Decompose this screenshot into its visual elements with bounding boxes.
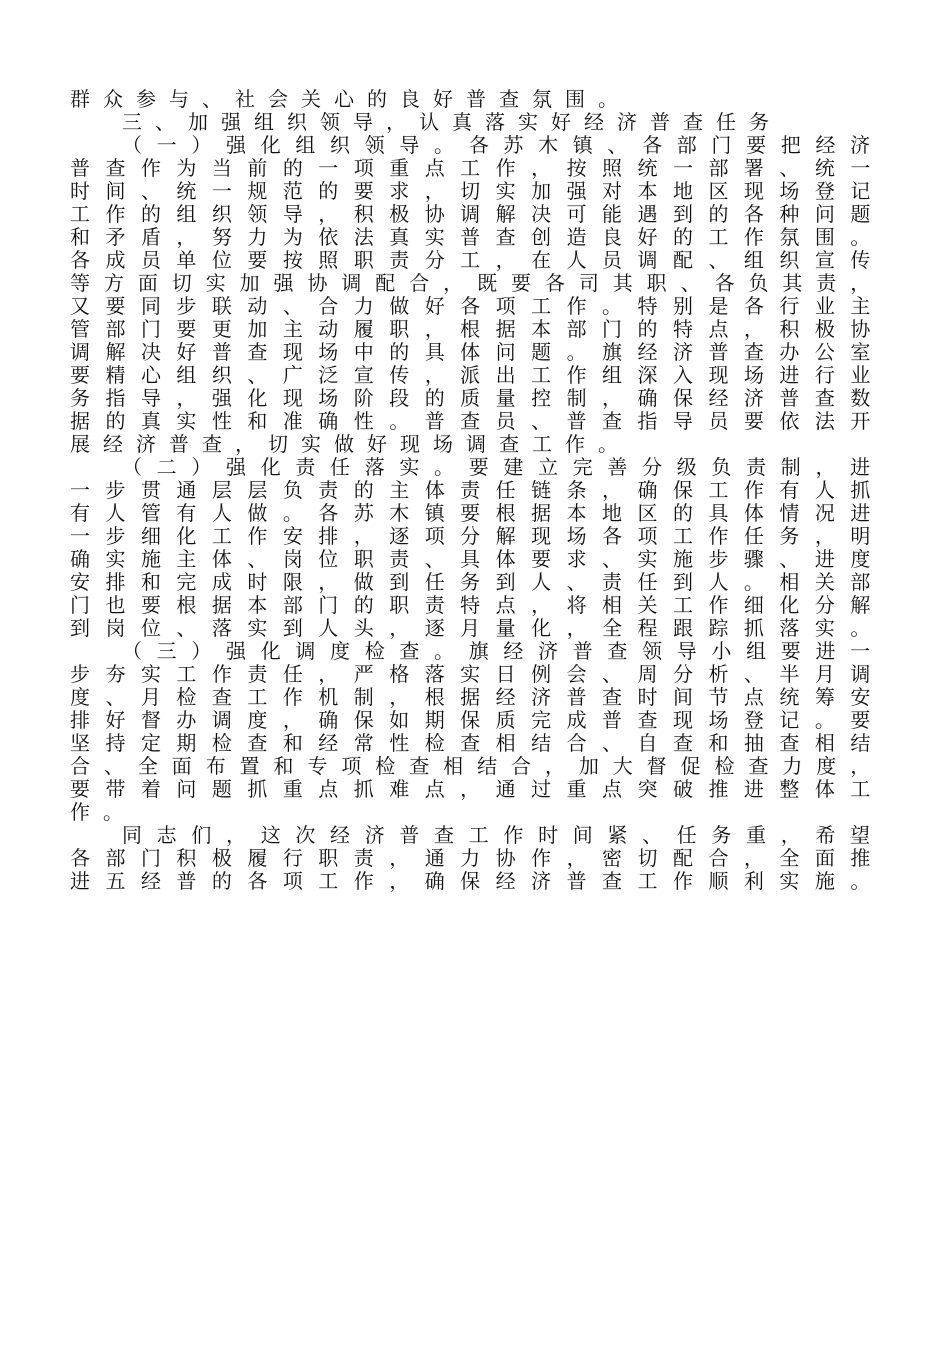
- text-line: 各 成 员 单 位 要 按 照 职 责 分 工 ， 在 人 员 调 配 、 组 织 宣 传: [70, 248, 871, 272]
- text-line: 管 部 门 要 更 加 主 动 履 职 ， 根 据 本 部 门 的 特 点 ， 积 极 协: [70, 317, 871, 341]
- text-line: 群众参与、社会关心的良好普查氛围。: [70, 87, 631, 111]
- text-line: 度 、 月 检 查 工 作 机 制 ， 根 据 经 济 普 查 时 间 节 点 统 筹 安: [70, 685, 871, 709]
- text-line: 排 好 督 办 调 度 ， 确 保 如 期 保 质 完 成 普 查 现 场 登 记 。 要: [70, 708, 871, 732]
- text-line: 各 部 门 积 极 履 行 职 责 ， 通 力 协 作 ， 密 切 配 合 ， 全 面 推: [70, 846, 871, 870]
- text-line: 工 作 的 组 织 领 导 ， 积 极 协 调 解 决 可 能 遇 到 的 各 种 问 题: [70, 202, 871, 226]
- text-line: 门 也 要 根 据 本 部 门 的 职 责 特 点 ， 将 相 关 工 作 细 化 分 解: [70, 593, 871, 617]
- text-line: 又 要 同 步 联 动 、 合 力 做 好 各 项 工 作 。 特 别 是 各 行 业 主: [70, 294, 871, 318]
- text-line: 进 五 经 普 的 各 项 工 作 ， 确 保 经 济 普 查 工 作 顺 利 实 施 。: [70, 869, 871, 893]
- text-line: 等 方 面 切 实 加 强 协 调 配 合 ， 既 要 各 司 其 职 、 各 负 其 责 ，: [70, 271, 871, 295]
- text-line: 安 排 和 完 成 时 限 ， 做 到 任 务 到 人 、 责 任 到 人 。 相 关 部: [70, 570, 871, 594]
- text-line: （ 二 ） 强 化 责 任 落 实 。 要 建 立 完 善 分 级 负 责 制 ， 进: [122, 455, 871, 479]
- text-line: 作。: [70, 800, 136, 824]
- text-line: 一 步 贯 通 层 层 负 责 的 主 体 责 任 链 条 ， 确 保 工 作 有 人 抓: [70, 478, 871, 502]
- text-line: 确 实 施 主 体 、 岗 位 职 责 、 具 体 要 求 、 实 施 步 骤 、 进 度: [70, 547, 871, 571]
- body-text: [70, 88, 870, 893]
- text-line: 一 步 细 化 工 作 安 排 ， 逐 项 分 解 现 场 各 项 工 作 任 务 ， 明: [70, 524, 871, 548]
- text-line: 要 带 着 问 题 抓 重 点 抓 难 点 ， 通 过 重 点 突 破 推 进 整 体 工: [70, 777, 871, 801]
- text-line: 和 矛 盾 ， 努 力 为 依 法 真 实 普 查 创 造 良 好 的 工 作 氛 围 。: [70, 225, 871, 249]
- text-line: （ 三 ） 强 化 调 度 检 查 。 旗 经 济 普 查 领 导 小 组 要 进 一: [122, 639, 871, 663]
- text-line: 坚 持 定 期 检 查 和 经 常 性 检 查 相 结 合 、 自 查 和 抽 查 相 结: [70, 731, 871, 755]
- text-line: 调 解 决 好 普 查 现 场 中 的 具 体 问 题 。 旗 经 济 普 查 办 公 室: [70, 340, 871, 364]
- text-line: 合 、 全 面 布 置 和 专 项 检 查 相 结 合 ， 加 大 督 促 检 查 力 度 ，: [70, 754, 871, 778]
- text-line: 要 精 心 组 织 、 广 泛 宣 传 ， 派 出 工 作 组 深 入 现 场 进 行 业: [70, 363, 871, 387]
- text-line: 务 指 导 ， 强 化 现 场 阶 段 的 质 量 控 制 ， 确 保 经 济 普 查 数: [70, 386, 871, 410]
- text-line: 同 志 们 ， 这 次 经 济 普 查 工 作 时 间 紧 、 任 务 重 ， 希 望: [122, 823, 871, 847]
- text-line: （ 一 ） 强 化 组 织 领 导 。 各 苏 木 镇 、 各 部 门 要 把 经 济: [122, 133, 871, 157]
- text-line: 三、加强组织领导，认真落实好经济普查任务: [122, 110, 782, 134]
- text-line: 有 人 管 有 人 做 。 各 苏 木 镇 要 根 据 本 地 区 的 具 体 情 况 进: [70, 501, 871, 525]
- text-line: 步 夯 实 工 作 责 任 ， 严 格 落 实 日 例 会 、 周 分 析 、 半 月 调: [70, 662, 871, 686]
- text-line: 普 查 作 为 当 前 的 一 项 重 点 工 作 ， 按 照 统 一 部 署 、 统 一: [70, 156, 871, 180]
- text-line: 据 的 真 实 性 和 准 确 性 。 普 查 员 、 普 查 指 导 员 要 依 法 开: [70, 409, 871, 433]
- text-line: 到 岗 位 、 落 实 到 人 头 ， 逐 月 量 化 ， 全 程 跟 踪 抓 落 实 。: [70, 616, 871, 640]
- text-line: 时 间 、 统 一 规 范 的 要 求 ， 切 实 加 强 对 本 地 区 现 场 登 记: [70, 179, 871, 203]
- text-line: 展经济普查，切实做好现场调查工作。: [70, 432, 631, 456]
